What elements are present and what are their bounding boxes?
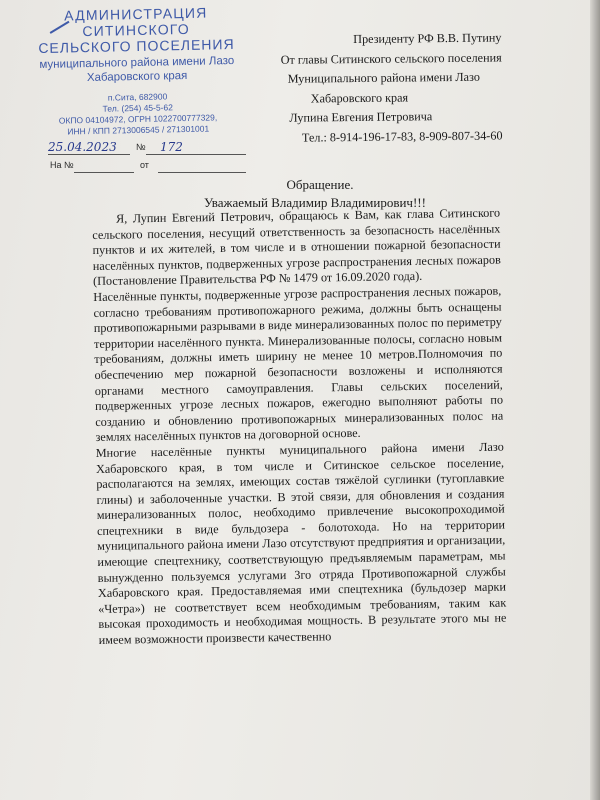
registration-block: 25.04.2023 № 172 На № от — [48, 140, 258, 176]
from-underline — [158, 172, 246, 173]
page-edge-shadow — [590, 0, 600, 800]
body-paragraph-2: Населённые пункты, подверженные угрозе распространения лесных пожаров, согласно требованиям противопожарного режима, должны быть оснащены противопожарными разрывами в виде минерализованных полос по периметру территории населённого пункта. Минерализованные полосы, согласно новым требованиям, должны иметь ширину не менее 10 метров.Полномочия по обеспечению мер пожарной безопасности возложены и исполняются органами местного самоуправления. Главы сельских поселений, подверженных угрозе лесных пожаров, ежегодно выполняют работы по созданию и обновлению противопожарных минерализованных полос на землях населённых пунктов на договорной основе. — [93, 283, 504, 445]
registration-number: 172 — [160, 140, 183, 154]
letter-heading — [0, 176, 600, 212]
letter-title: Обращение. — [286, 177, 354, 192]
stamp-line-1: АДМИНИСТРАЦИЯ — [64, 4, 208, 24]
organization-stamp — [21, 4, 254, 139]
stamp-line-5: Хабаровского края — [86, 69, 188, 85]
letter-body — [92, 206, 507, 649]
recipient-line-1: Президенту РФ В.В. Путину — [353, 30, 502, 47]
recipient-line-6: Тел.: 8-914-196-17-83, 8-909-807-34-60 — [301, 127, 503, 145]
recipient-line-3: Муниципального района имени Лазо — [287, 69, 480, 86]
body-paragraph-3: Многие населённые пункты муниципального района имени Лазо Хабаровского края, в том числе и Ситинское сельское поселение, располагаются на землях, имеющих состав тяжёлой суглинки (тугоплавкие глины) и заболоченные участки. В этой связи, для обновления и создания минерализованных полос, необходимо привлечение высокопроходимой спецтехники в виде бульдозера - болотохода. Но на территории муниципального района имени Лазо отсутствуют предприятия и организации, имеющие спецтехнику, соответствующую предъявляемым параметрам, мы вынужденно пользуемся услугами 3го отряда Противопожарной службы Хабаровского края. Предоставляемая ими спецтехника (бульдозер марки «Четра») не соответствует всем необходимым требованиям, таким как высокая проходимость и необходимая мощность. В результате этого мы не имеем возможности произвести качественно — [95, 439, 507, 647]
number-underline — [146, 154, 246, 155]
registration-date: 25.04.2023 — [48, 140, 117, 154]
from-label: от — [140, 160, 149, 170]
stamp-line-4: муниципального района имени Лазо — [39, 54, 235, 72]
recipient-block — [227, 29, 503, 149]
no-label: На № — [50, 160, 74, 170]
stamp-address: п.Сита, 682900 — [107, 91, 168, 103]
recipient-line-4: Хабаровского края — [310, 89, 409, 105]
stamp-line-2: СИТИНСКОГО — [82, 20, 191, 40]
stamp-okpo: ОКПО 04104972, ОГРН 1022700777329, — [58, 112, 218, 126]
no-underline — [74, 172, 134, 173]
date-underline — [48, 154, 130, 155]
body-paragraph-1: Я, Лупин Евгений Петрович, обращаюсь к Вам, как глава Ситинского сельского поселения, несущий ответственность за безопасность населённых пунктов и их жителей, в том числе и в отношении пожарной безопасности населённых пунктов, подверженных угрозе распространения лесных пожаров (Постановление Правительства РФ № 1479 от 16.09.2020 года). — [92, 205, 501, 289]
recipient-line-5: Лупина Евгения Петровича — [289, 109, 433, 125]
stamp-phone: Тел. (254) 45-5-62 — [102, 102, 174, 114]
letter-salutation: Уважаемый Владимир Владимирович!!! — [204, 195, 426, 210]
recipient-line-2: От главы Ситинского сельского поселения — [280, 49, 502, 67]
stamp-inn: ИНН / КПП 2713006545 / 271301001 — [67, 123, 210, 137]
stamp-line-3: СЕЛЬСКОГО ПОСЕЛЕНИЯ — [38, 35, 235, 57]
